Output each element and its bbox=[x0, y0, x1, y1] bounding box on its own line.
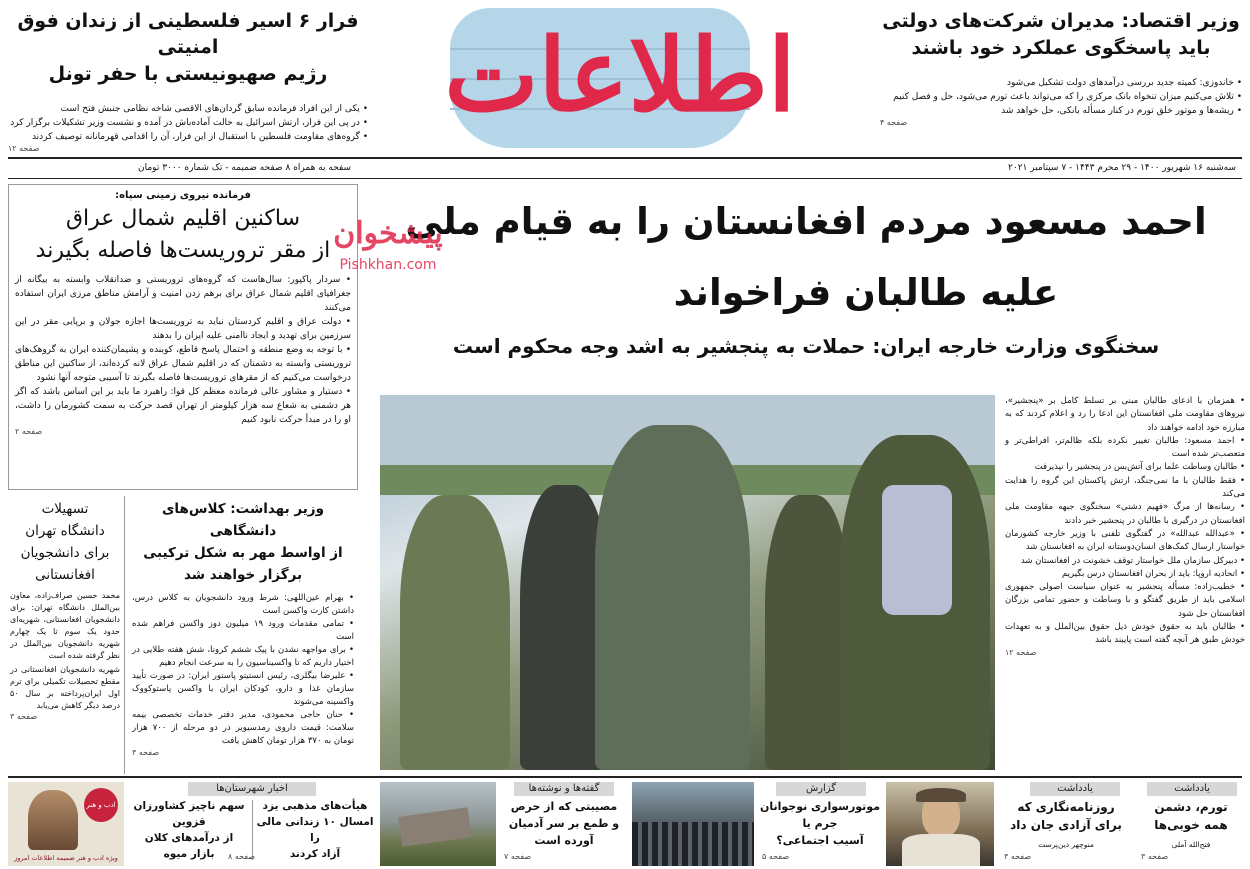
masthead bbox=[400, 0, 840, 160]
bottom-title-2: برای آزادی جان داد bbox=[1010, 818, 1122, 832]
page-ref: صفحه ۴ bbox=[880, 118, 908, 127]
bottom-title-1: سهم ناچیز کشاورزان قزوین bbox=[133, 800, 245, 828]
story-bullet: • علیرضا بیگلری، رئیس انستیتو پاستور ایران: در صورت تأیید سازمان غذا و دارو، کودکان ایران با واکسن پاستوکووک واکسینه می‌شوند bbox=[132, 670, 354, 709]
page-ref: صفحه ۳ bbox=[132, 748, 160, 757]
photo-thumbnail bbox=[632, 782, 754, 866]
main-subheadline: سخنگوی وزارت خارجه ایران: حملات به پنجشیر به اشد وجه محکوم است bbox=[452, 334, 1160, 358]
main-photo bbox=[380, 395, 995, 770]
section-tag: یادداشت bbox=[1030, 782, 1120, 796]
main-bullet: • دبیرکل سازمان ملل خواستار توقف خشونت در افغانستان شد bbox=[1005, 555, 1245, 568]
main-story-bullets[interactable] bbox=[1005, 395, 1245, 770]
bottom-item-report-motorcycles[interactable] bbox=[758, 782, 882, 866]
teaser-bullet: • یکی از این افراد فرمانده سابق گردان‌های الاقصی شاخه نظامی جنبش فتح است bbox=[8, 102, 368, 116]
story-bullet: • دستیار و مشاور عالی فرمانده معظم کل قوا: راهبرد ما باید بر این اساس باشد که اگر هر دشمنی به شعاع سه هزار کیلومتر از تهران قصد حرکت به سمت کشورمان را داشت، او را در مبدأ حرکت نابود کنیم bbox=[15, 385, 351, 427]
newspaper-logo: اطلاعات bbox=[444, 16, 796, 134]
bottom-title-2: جرم یا bbox=[802, 817, 838, 830]
story-bullet: • با توجه به وضع منطقه و احتمال پاسخ قاطع، کوبنده و پشیمان‌کننده ایران به گروهک‌های تروریستی وابسته به دشمنان که در اقلیم شمال عراق لانه کرده‌اند، از ساکنین این مناطق درخواست می‌کنیم که از مقرهای تروریست‌ها فاصله بگیرند تا آسیبی متوجه آنها نشود bbox=[15, 343, 351, 385]
teaser-bullet: • گروه‌های مقاومت فلسطین با استقبال از این فرار، آن را اقدامی قهرمانانه توصیف کردند bbox=[8, 130, 368, 144]
bottom-title-3: آزاد کردند bbox=[289, 848, 341, 860]
teaser-bullet: • خاندوزی: کمیته جدید بررسی درآمدهای دولت تشکیل می‌شود bbox=[880, 76, 1242, 90]
bottom-title-2: همه خوبی‌ها bbox=[1154, 818, 1228, 832]
story-bullet: • برای مواجهه نشدن با پیک ششم کرونا، شش هفته طلایی در اختیار داریم که تا واکسیناسیون را به سرعت انجام دهیم bbox=[132, 644, 354, 670]
supplement-teaser[interactable] bbox=[8, 782, 124, 866]
main-headline-line-1: احمد مسعود مردم افغانستان را به قیام ملی bbox=[405, 200, 1207, 243]
page-ref: صفحه ۲ bbox=[15, 427, 43, 436]
story-students[interactable] bbox=[8, 496, 122, 774]
page-ref: صفحه ۵ bbox=[762, 852, 790, 861]
watermark-url: Pishkhan.com bbox=[339, 257, 437, 273]
bottom-byline: منوچهر دین‌پرست bbox=[1038, 840, 1094, 849]
dateline-bar bbox=[8, 157, 1242, 179]
story-headline-3: برگزار خواهند شد bbox=[183, 567, 303, 583]
bottom-title-2: و طمع بر سر آدمیان bbox=[508, 817, 620, 830]
main-bullet: • طالبان باید به حقوق خودش ذیل حقوق بین‌الملل و به تعهدات خودش طبق هر آنچه گفته است پایبند باشد bbox=[1005, 621, 1245, 648]
teaser-headline-1: فرار ۶ اسیر فلسطینی از زندان فوق امنیتی bbox=[17, 10, 359, 58]
story-bullet: • سردار پاکپور: سال‌هاست که گروه‌های تروریستی و ضدانقلاب وابسته به بیگانه از جغرافیای اقلیم شمال عراق برای برهم زدن امنیت و آرامش مناطق مرزی ایران استفاده می‌کنند bbox=[15, 273, 351, 315]
bottom-item-city-news[interactable] bbox=[128, 782, 376, 866]
story-headline-1: وزیر بهداشت: کلاس‌های دانشگاهی bbox=[162, 501, 324, 539]
bottom-title-2: از درآمدهای کلان bbox=[144, 832, 234, 844]
bottom-title-1: مصیبتی که از حرص bbox=[510, 800, 618, 813]
teaser-headline-2: باید پاسخگوی عملکرد خود باشند bbox=[911, 37, 1211, 59]
story-headline-2: از اواسط مهر به شکل ترکیبی bbox=[143, 545, 343, 561]
main-headline-line-2: علیه طالبان فراخواند bbox=[673, 271, 1059, 314]
supplement-badge: ادب و هنر bbox=[84, 788, 118, 822]
story-headline-3: برای دانشجویان bbox=[20, 545, 110, 561]
teaser-bullet: • در پی این فرار، ارتش اسرائیل به حالت آماده‌باش در آمده و نشست وزیر تشکیلات برگزار کرد bbox=[8, 116, 368, 130]
page-ref: صفحه ۳ bbox=[1141, 852, 1169, 861]
story-bullet: • دولت عراق و اقلیم کردستان نباید به تروریست‌ها اجازه جولان و برپایی مقر در این سرزمین برای تهدید و ایجاد ناامنی علیه ایران را بدهند bbox=[15, 315, 351, 343]
section-tag: گزارش bbox=[776, 782, 866, 796]
main-bullet: • رسانه‌ها از مرگ «فهیم دشتی» سخنگوی جبهه مقاومت ملی افغانستان در درگیری با طالبان در پنجشیر خبر دادند bbox=[1005, 501, 1245, 528]
bottom-item-quotes[interactable] bbox=[500, 782, 628, 866]
main-bullet: • خطیب‌زاده: مسأله پنجشیر به عنوان سیاست اصولی جمهوری اسلامی باید از طریق گفتگو و با وساطت و حضور تمامی بزرگان افغانستان حل شود bbox=[1005, 581, 1245, 621]
bottom-title-1: تورم، دشمن bbox=[1154, 800, 1228, 814]
edition-info: سفحه به همراه ۸ صفحه ضمیمه - تک شماره ۳۰۰۰ تومان bbox=[138, 163, 352, 173]
issue-date: سه‌شنبه ۱۶ شهریور ۱۴۰۰ - ۲۹ محرم ۱۴۴۳ - ۷ سپتامبر ۲۰۲۱ bbox=[1008, 163, 1236, 173]
teaser-headline-1: وزیر اقتصاد: مدیران شرکت‌های دولتی bbox=[882, 10, 1240, 32]
main-bullet: • اتحادیه اروپا: باید از بحران افغانستان درس بگیریم bbox=[1005, 568, 1245, 581]
bottom-title-3: آورده است bbox=[534, 834, 594, 847]
bottom-item-note-inflation[interactable] bbox=[1137, 782, 1245, 866]
section-tag: یادداشت bbox=[1147, 782, 1237, 796]
teaser-bullet: • تلاش می‌کنیم میزان تنخواه بانک مرکزی را که می‌تواند باعث تورم می‌شود، حل و فصل کنیم bbox=[880, 90, 1242, 104]
bottom-title-2: امسال ۱۰ زندانی مالی را bbox=[256, 816, 374, 844]
story-headline-4: افغانستانی bbox=[35, 567, 95, 583]
main-bullet: • فقط طالبان با ما نمی‌جنگد، ارتش پاکستان این گروه را هدایت می‌کند bbox=[1005, 475, 1245, 502]
photo-thumbnail bbox=[380, 782, 496, 866]
page-ref: صفحه ۱۲ bbox=[8, 144, 40, 153]
main-bullet: • احمد مسعود: طالبان تغییر نکرده بلکه ظالم‌تر، افراطی‌تر و متعصب‌تر شده است bbox=[1005, 435, 1245, 462]
story-health[interactable] bbox=[128, 496, 358, 774]
bottom-title-3: آسیب اجتماعی؟ bbox=[776, 834, 864, 847]
section-tag: اخبار شهرستان‌ها bbox=[188, 782, 316, 796]
story-kicker: فرمانده نیروی زمینی سپاه: bbox=[115, 190, 251, 201]
bottom-title-1: موتورسواری نوجوانان bbox=[759, 800, 881, 813]
page-ref: صفحه ۱۲ bbox=[1005, 647, 1037, 657]
photo-thumbnail bbox=[886, 782, 994, 866]
bottom-title-3: بازار میوه bbox=[163, 848, 215, 860]
story-irgc[interactable] bbox=[8, 184, 358, 490]
page-ref: صفحه ۸ bbox=[228, 852, 256, 861]
bottom-byline: فتح‌الله آملی bbox=[1171, 840, 1211, 849]
main-headline[interactable] bbox=[368, 184, 1244, 394]
page-ref: صفحه ۳ bbox=[10, 712, 38, 721]
bottom-item-note-journalist[interactable] bbox=[1000, 782, 1132, 866]
teaser-bullet: • ریشه‌ها و موتور خلق تورم در کنار مسأله بانکی، حل خواهد شد bbox=[880, 104, 1242, 118]
bottom-title-1: روزنامه‌نگاری که bbox=[1017, 800, 1115, 814]
story-bullet: • بهرام عین‌اللهی: شرط ورود دانشجویان به کلاس درس، داشتن کارت واکسن است bbox=[132, 592, 354, 618]
bottom-title-1: هیأت‌های مذهبی یزد bbox=[262, 800, 368, 812]
story-bullet: • تمامی مقدمات ورود ۱۹ میلیون دوز واکسن فراهم شده است bbox=[132, 618, 354, 644]
teaser-economy[interactable] bbox=[880, 8, 1242, 153]
teaser-palestine[interactable] bbox=[8, 8, 368, 153]
page-ref: صفحه ۷ bbox=[504, 852, 532, 861]
main-bullet: • همزمان با ادعای طالبان مبنی بر تسلط کامل بر «پنجشیر»، نیروهای مقاومت ملی افغانستان این ادعا را رد و اعلام کردند که به مبارزه خود ادامه خواهند داد bbox=[1005, 395, 1245, 435]
main-bullet: • طالبان وساطت علما برای آتش‌بس در پنجشیر را نپذیرفت bbox=[1005, 461, 1245, 474]
story-headline-2: دانشگاه تهران bbox=[25, 523, 105, 539]
story-body: محمد حسین صراف‌زاده، معاون بین‌الملل دانشگاه تهران: برای دانشجویان افغانستانی، شهریه‌ای حدود یک سوم تا یک چهارم شهریه دانشجویان بین‌الملل در نظر گرفته شده است bbox=[10, 591, 120, 660]
section-tag: گفته‌ها و نوشته‌ها bbox=[514, 782, 614, 796]
supplement-label: ویژه ادب و هنر ضمیمه اطلاعات امروز bbox=[14, 854, 118, 862]
story-bullet: • حنان حاجی محمودی، مدیر دفتر خدمات تخصصی بیمه سلامت: قیمت داروی رمدسیویر در دو مرحله از ۷۰۰ هزار تومان به ۳۷۰ هزار تومان کاهش یافت bbox=[132, 709, 354, 748]
supplement-portrait bbox=[28, 790, 78, 850]
story-body: شهریه دانشجویان افغانستانی در مقطع تحصیلات تکمیلی برای ترم اول ایران‌پرداخته بر سال ۵۰ درصد دیگر کاهش می‌یابد bbox=[10, 665, 120, 710]
teaser-headline-2: رژیم صهیونیستی با حفر تونل bbox=[48, 63, 328, 85]
main-bullet: • «عبدالله عبدالله» در گفتگوی تلفنی با وزیر خارجه کشورمان خواستار ارسال کمک‌های انسان‌دوستانه ایران به افغانستان شد bbox=[1005, 528, 1245, 555]
watermark bbox=[318, 212, 458, 292]
watermark-name: پیشخوان bbox=[333, 216, 443, 251]
page-ref: صفحه ۳ bbox=[1004, 852, 1032, 861]
city-news-item-yazd[interactable] bbox=[254, 798, 376, 862]
story-headline-1: ساکنین اقلیم شمال عراق bbox=[65, 206, 301, 231]
story-headline-2: از مقر تروریست‌ها فاصله بگیرند bbox=[35, 238, 331, 263]
story-headline-1: تسهیلات bbox=[41, 501, 89, 517]
